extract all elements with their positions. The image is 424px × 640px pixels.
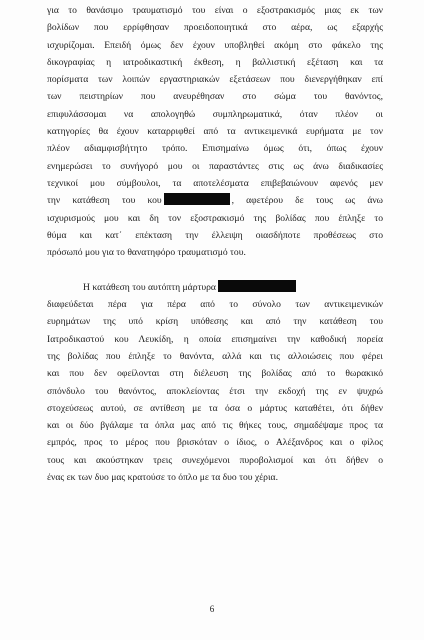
text-line: ένας εκ των δυο μας κρατούσε το όπλο με τα δυο του χέρια. xyxy=(47,472,278,484)
text-line: της βολίδας που έπληξε το θανόντα, αλλά και τις αλλοιώσεις που φέρει xyxy=(47,350,383,362)
text-line: στοχεύσεως αυτού, σε αντίθεση με τα όσα ο μάρτυς καταθέτει, ότι δήθεν xyxy=(47,402,383,414)
text-line: των πειστηρίων που ανευρέθησαν στο σώμα του θανόντος, xyxy=(47,91,383,103)
document-body xyxy=(47,2,383,486)
text-line: πορίσματα των λοιπών εργαστηριακών εξετάσεων που διενεργήθηκαν επί xyxy=(47,74,383,86)
text-line: ενημερώσει το συνήγορό μου οι παραστάντες στις ως άνω διαδικασίες xyxy=(47,160,383,172)
text-line-with-redaction xyxy=(47,279,383,296)
text-fragment: , αφετέρου δε τους ως άνω xyxy=(231,195,383,207)
text-line: κατηγορίες θα έχουν καταρριφθεί από τα αντικειμενικά ευρήματα με τον xyxy=(47,126,383,138)
text-line: εμπρός, προς το μέρος που βρισκόταν ο ίδιος, ο Αλέξανδρος και ο φίλος xyxy=(47,437,383,449)
redaction-block xyxy=(164,193,230,205)
page-number: 6 xyxy=(209,604,215,614)
text-line-with-redaction xyxy=(47,192,383,209)
paragraph-gap xyxy=(47,261,383,278)
text-line: για το θανάσιμο τραυματισμό του είναι ο εξοστρακισμός μιας εκ των xyxy=(47,5,383,16)
text-line: επιφυλάσσομαι να απολογηθώ συμπληρωματικά, όταν πλέον οι xyxy=(47,108,383,120)
redaction-block xyxy=(218,280,296,292)
text-line: ισχυρίζομαι. Επειδή όμως δεν έχουν υποβληθεί ακόμη στο φάκελο της xyxy=(47,39,383,51)
text-line: και οι δύο βγάλαμε τα όπλα μας από τις θήκες τους, σημαδέψαμε προς τα xyxy=(47,420,383,432)
text-line: δικογραφίας η ιατροδικαστική έκθεση, η βαλλιστική εξέταση και τα xyxy=(47,56,383,68)
text-line: και που δεν οφείλονται στη διέλευση της βολίδας από το θωρακικό xyxy=(47,368,383,380)
text-line: σπόνδυλο του θανόντος, αποκλείοντας έτσι την εκδοχή της εν ψυχρώ xyxy=(47,385,383,397)
text-line: Ιατροδικαστού κου Λευκίδη, η οποία επισημαίνει την καθοδική πορεία xyxy=(47,333,383,345)
text-line: πλέον αδιαμφισβήτητο τρόπο. Επισημαίνω όμως ότι, όπως έχουν xyxy=(47,143,383,155)
text-line: ευρημάτων της υπό κρίση υπόθεσης και από την κατάθεση του xyxy=(47,316,383,328)
text-line: διαφεύδεται πέρα για πέρα από το σύνολο των αντικειμενικών xyxy=(47,299,383,311)
text-fragment: Η κατάθεση του αυτόπτη μάρτυρα xyxy=(83,281,216,293)
text-line: τεχνικοί μου σύμβουλοι, τα αποτελέσματα επιβεβαιώνουν αφενός μεν xyxy=(47,177,383,189)
text-line: βολίδων που ερρίφθησαν προειδοποιητικά στο αέρα, ως εξαρχής xyxy=(47,22,383,34)
text-line: θύμα και κατ΄ επέκταση την έλλειψη οιασδήποτε προθέσεως στο xyxy=(47,229,383,241)
text-line: τους και ακούστηκαν τρεις συνεχόμενοι πυροβολισμοί και ότι δήθεν ο xyxy=(47,454,383,466)
text-fragment: την κατάθεση του κου xyxy=(47,195,162,207)
text-line: πρόσωπό μου για το θανατηφόρο τραυματισμό του. xyxy=(47,247,246,259)
text-line: ισχυρισμούς μου και δη τον εξοστρακισμό της βολίδας που έπληξε το xyxy=(47,212,383,224)
